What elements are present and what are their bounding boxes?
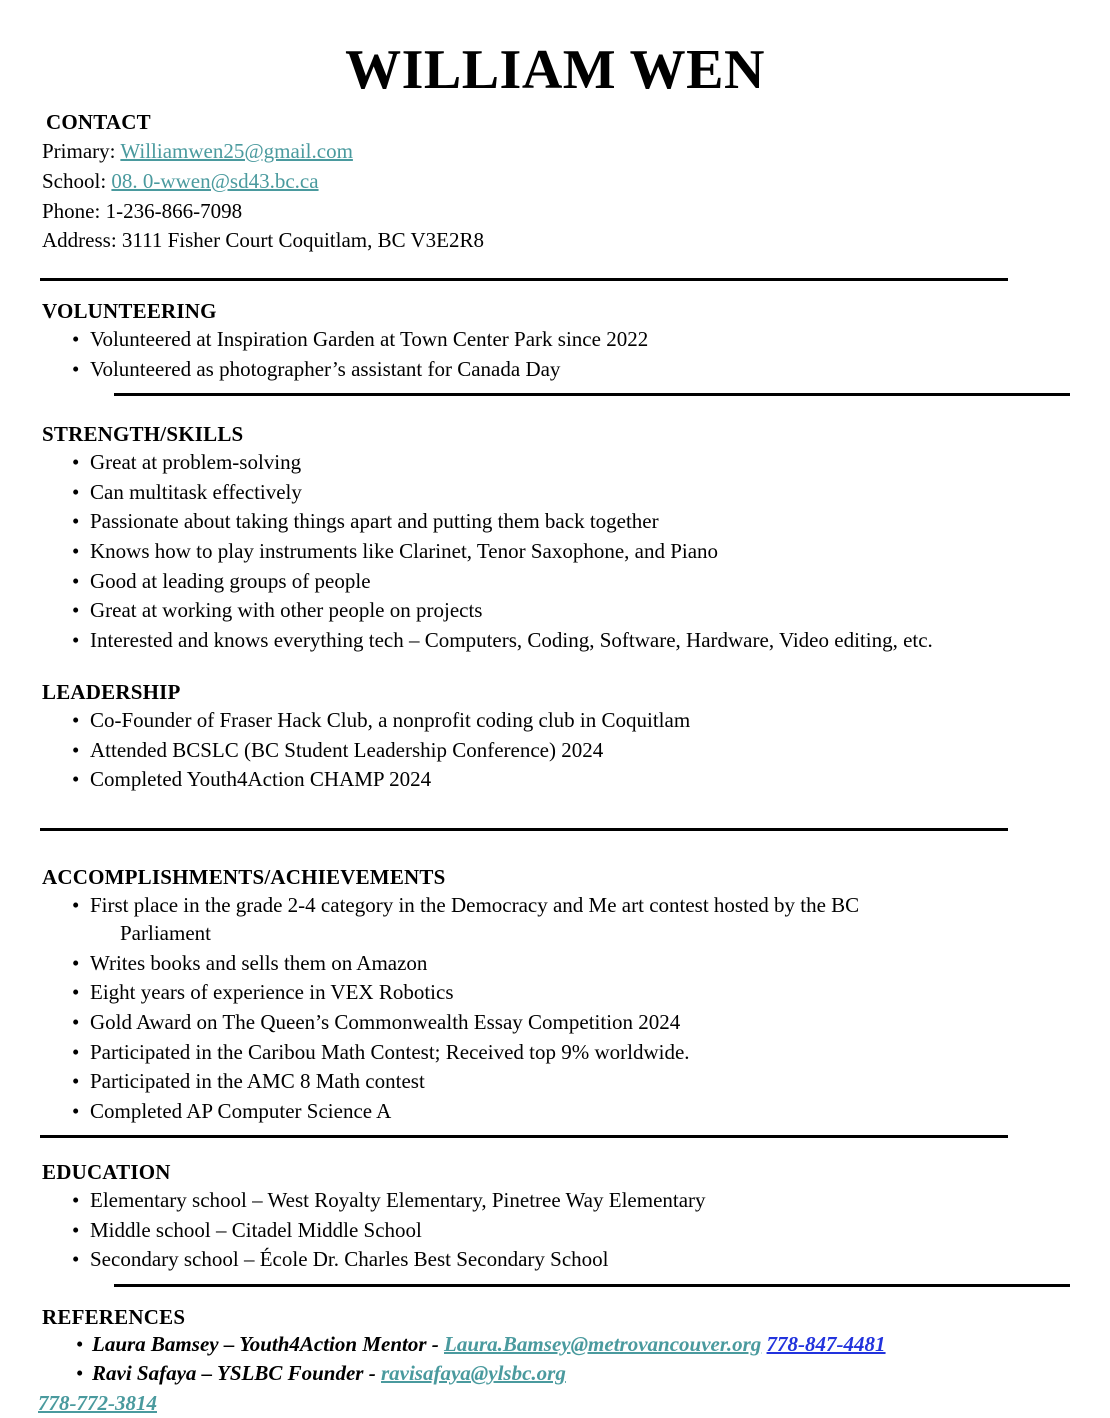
section-heading-education: EDUCATION [42,1160,171,1185]
reference-email-link[interactable]: ravisafaya@ylsbc.org [380,1361,566,1386]
contact-block [0,135,1110,256]
list-item [72,735,1110,765]
list-item [72,536,1110,566]
list-item-text: Interested and knows everything tech – Computers, Coding, Software, Hardware, Video editing, etc. [90,627,933,652]
list-item-text: Eight years of experience in VEX Robotics [90,980,454,1005]
contact-school-label: School: [42,168,107,193]
bullet-icon: • [72,1039,80,1064]
list-item-text: Middle school – Citadel Middle School [90,1217,422,1242]
bullet-icon: • [72,950,80,975]
bullet-icon: • [72,356,80,381]
list-item-text: Co-Founder of Fraser Hack Club, a nonprofit coding club in Coquitlam [90,708,691,733]
reference-trailing-phone-line [0,1389,1110,1418]
contact-primary-line [42,137,1110,167]
list-item [72,890,1110,948]
contact-phone-value: 1-236-866-7098 [105,198,243,223]
contact-primary-email-link[interactable]: Williamwen25@gmail.com [120,139,353,163]
list-item-text: Knows how to play instruments like Clarinet, Tenor Saxophone, and Piano [90,538,719,563]
list-item [72,977,1110,1007]
list-item [72,566,1110,596]
list-item-text: Great at problem-solving [90,450,302,475]
reference-name-role: Laura Bamsey – Youth4Action Mentor - [92,1331,444,1356]
accomplishments-list [0,890,1110,1125]
list-item [72,324,1110,354]
bullet-icon: • [72,708,80,733]
list-item [72,506,1110,536]
list-item-text: Participated in the Caribou Math Contest; Received top 9% worldwide. [90,1039,690,1064]
section-heading-contact: CONTACT [46,110,151,134]
bullet-icon: • [72,980,80,1005]
list-item-text: First place in the grade 2-4 category in the Democracy and Me art contest hosted by the BC [90,892,860,917]
bullet-icon: • [72,1217,80,1242]
contact-school-line [42,167,1110,197]
list-item-text: Volunteered as photographer’s assistant for Canada Day [90,356,561,381]
list-item [72,1096,1110,1126]
page-title: WILLIAM WEN [345,39,765,101]
list-item-text: Can multitask effectively [90,479,302,504]
list-item [72,705,1110,735]
list-item [72,1244,1110,1274]
list-item-text: Elementary school – West Royalty Elementary, Pinetree Way Elementary [90,1188,706,1213]
list-item [72,948,1110,978]
reference-email-link[interactable]: Laura.Bamsey@metrovancouver.org [444,1331,762,1356]
reference-phone-link[interactable]: 778-847-4481 [766,1331,886,1356]
list-item [72,595,1110,625]
contact-phone-line [42,197,1110,227]
bullet-icon: • [72,767,80,792]
section-heading-leadership: LEADERSHIP [42,680,181,705]
list-item [72,1066,1110,1096]
section-heading-accomplishments: ACCOMPLISHMENTS/ACHIEVEMENTS [42,864,446,889]
list-item-text: Passionate about taking things apart and putting them back together [90,509,659,534]
list-item-text: Good at leading groups of people [90,568,371,593]
list-item-text: Secondary school – École Dr. Charles Best Secondary School [90,1247,609,1272]
list-item-text: Writes books and sells them on Amazon [90,950,428,975]
bullet-icon: • [72,1188,80,1213]
contact-primary-label: Primary: [42,139,116,163]
contact-school-email-link[interactable]: 08. 0-wwen@sd43.bc.ca [111,168,319,193]
bullet-icon: • [72,1010,80,1034]
list-item [72,1215,1110,1245]
bullet-icon: • [76,1331,84,1356]
bullet-icon: • [72,538,80,563]
bullet-icon: • [72,892,80,917]
list-item [72,447,1110,477]
reference-trailing-phone-link[interactable]: 778-772-3814 [38,1390,157,1415]
list-item [72,1007,1110,1037]
bullet-icon: • [72,737,80,762]
section-heading-references: REFERENCES [42,1304,186,1329]
contact-address-label: Address: [42,228,117,253]
list-item-text: Attended BCSLC (BC Student Leadership Conference) 2024 [90,737,604,762]
bullet-icon: • [76,1361,84,1386]
list-item-text: Gold Award on The Queen’s Commonwealth Essay Competition 2024 [90,1010,681,1034]
bullet-icon: • [72,327,80,352]
list-item-text: Participated in the AMC 8 Math contest [90,1069,425,1094]
list-item-text: Completed AP Computer Science A [90,1098,392,1123]
bullet-icon: • [72,450,80,475]
references-list [0,1330,1110,1389]
list-item-text: Volunteered at Inspiration Garden at Town Center Park since 2022 [90,327,649,352]
bullet-icon: • [72,479,80,504]
list-item [72,625,1110,655]
section-heading-skills: STRENGTH/SKILLS [42,422,244,447]
contact-address-value: 3111 Fisher Court Coquitlam, BC V3E2R8 [121,228,484,253]
list-item [72,1037,1110,1067]
volunteering-list [0,324,1110,383]
list-item [72,354,1110,384]
education-list [0,1185,1110,1274]
bullet-icon: • [72,1247,80,1272]
contact-address-line [42,226,1110,256]
bullet-icon: • [72,627,80,652]
list-item [76,1330,1110,1359]
leadership-list [0,705,1110,794]
list-item-text: Completed Youth4Action CHAMP 2024 [90,767,432,792]
list-item [76,1359,1110,1388]
list-item-text: Great at working with other people on projects [90,598,483,623]
list-item [72,764,1110,794]
bullet-icon: • [72,568,80,593]
bullet-icon: • [72,1098,80,1123]
list-item [72,477,1110,507]
reference-name-role: Ravi Safaya – YSLBC Founder - [92,1361,381,1386]
bullet-icon: • [72,509,80,534]
contact-phone-label: Phone: [42,198,101,223]
list-item-text-continued: Parliament [120,921,211,946]
list-item [72,1185,1110,1215]
skills-list [0,447,1110,654]
section-heading-volunteering: VOLUNTEERING [42,299,217,324]
bullet-icon: • [72,598,80,623]
bullet-icon: • [72,1069,80,1094]
